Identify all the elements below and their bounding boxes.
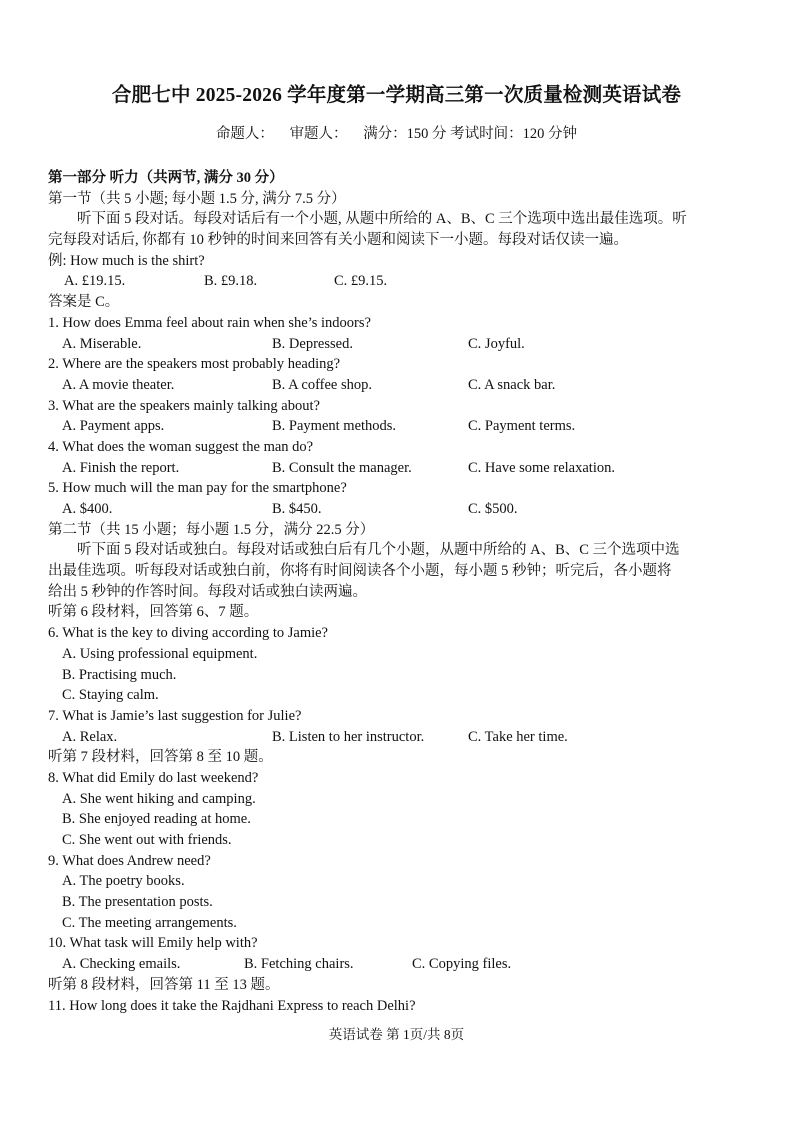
option-c: C. A snack bar.: [468, 376, 556, 393]
section2-instructions: 听下面 5 段对话或独白。每段对话或独白后有几个小题，从题中所给的 A、B、C 三个选项中选: [77, 542, 680, 559]
option-a: A. Miserable.: [62, 335, 142, 352]
section1-instructions-cont: 完每段对话后, 你都有 10 秒钟的时间来回答有关小题和阅读下一小题。每段对话仅读一遍。: [48, 232, 628, 249]
question: 3. What are the speakers mainly talking about?: [48, 397, 320, 414]
question-8-option-c: C. She went out with friends.: [62, 832, 232, 848]
question: 1. How does Emma feel about rain when she’s indoors?: [48, 314, 371, 331]
setter-label: 命题人：: [215, 126, 274, 142]
option-c: C. Have some relaxation.: [468, 459, 615, 476]
example-options: [48, 271, 748, 292]
question-10: 10. What task will Emily help with?: [48, 935, 258, 952]
page-footer: 英语试卷 第 1页/共 8页: [328, 1027, 465, 1042]
question-10-options: [48, 954, 748, 975]
option-b: B. Consult the manager.: [272, 459, 412, 476]
question: 4. What does the woman suggest the man do?: [48, 438, 314, 455]
example-option-c: C. £9.15.: [334, 273, 388, 290]
option-c: C. Payment terms.: [468, 418, 576, 435]
option-c: C. Joyful.: [468, 335, 525, 352]
question-options: [48, 334, 748, 355]
option-b: B. Depressed.: [272, 335, 353, 352]
question-6-option-c: C. Staying calm.: [62, 687, 159, 704]
question-9-option-b: B. The presentation posts.: [62, 894, 213, 911]
exam-meta: [0, 122, 793, 143]
part1-heading: 第一部分 听力（共两节, 满分 30 分）: [48, 170, 284, 186]
section2-instructions-cont: 出最佳选项。听每段对话或独白前，你将有时间阅读各个小题，每小题 5 秒钟；听完后，各小题将: [48, 563, 672, 580]
question-9-option-a: A. The poetry books.: [62, 873, 185, 890]
option-b: B. $450.: [272, 501, 322, 517]
section1-heading: 第一节（共 5 小题; 每小题 1.5 分, 满分 7.5 分）: [48, 190, 346, 207]
question-7: 7. What is Jamie’s last suggestion for Julie?: [48, 707, 302, 724]
option-a: A. $400.: [62, 501, 113, 517]
question-8: 8. What did Emily do last weekend?: [48, 769, 259, 786]
reviewer-label: 审题人：: [289, 126, 348, 142]
option-a: A. A movie theater.: [62, 376, 175, 393]
material-6-intro: 听第 6 段材料，回答第 6、7 题。: [48, 604, 259, 621]
exam-title: 合肥七中 2025-2026 学年度第一学期高三第一次质量检测英语试卷: [111, 85, 682, 106]
question-9-option-c: C. The meeting arrangements.: [62, 914, 237, 931]
option-a: A. Payment apps.: [62, 418, 165, 435]
question-7-option-c: C. Take her time.: [468, 728, 568, 745]
question-10-option-a: A. Checking emails.: [62, 956, 181, 973]
question-7-option-b: B. Listen to her instructor.: [272, 728, 425, 745]
question-10-option-b: B. Fetching chairs.: [244, 956, 354, 973]
question-8-option-b: B. She enjoyed reading at home.: [62, 811, 251, 828]
question-6: 6. What is the key to diving according to Jamie?: [48, 625, 328, 642]
score-time: 满分：150 分 考试时间：120 分钟: [363, 126, 578, 142]
question-options: [48, 458, 748, 479]
option-c: C. $500.: [468, 501, 518, 517]
example-option-b: B. £9.18.: [204, 273, 258, 290]
question-8-option-a: A. She went hiking and camping.: [62, 790, 256, 807]
material-8-intro: 听第 8 段材料，回答第 11 至 13 题。: [48, 976, 280, 993]
question-6-option-a: A. Using professional equipment.: [62, 645, 258, 662]
option-b: B. Payment methods.: [272, 418, 397, 435]
question-options: [48, 375, 748, 396]
question-9: 9. What does Andrew need?: [48, 852, 211, 869]
question-7-option-a: A. Relax.: [62, 728, 118, 745]
section2-instructions-cont: 给出 5 秒钟的作答时间。每段对话或独白读两遍。: [48, 583, 367, 600]
option-b: B. A coffee shop.: [272, 376, 373, 393]
question: 2. Where are the speakers most probably heading?: [48, 356, 341, 373]
question: 5. How much will the man pay for the smartphone?: [48, 480, 347, 497]
exam-body: [48, 168, 748, 1016]
example-option-a: A. £19.15.: [64, 273, 126, 290]
question-options: [48, 499, 748, 520]
section2-heading: 第二节（共 15 小题；每小题 1.5 分，满分 22.5 分）: [48, 521, 375, 538]
question-10-option-c: C. Copying files.: [412, 956, 512, 973]
section1-instructions: 听下面 5 段对话。每段对话后有一个小题, 从题中所给的 A、B、C 三个选项中选出最佳选项。听: [77, 211, 687, 228]
example-answer: 答案是 C。: [48, 294, 120, 311]
section1-question-list: [48, 313, 748, 520]
material-7-intro: 听第 7 段材料，回答第 8 至 10 题。: [48, 749, 273, 766]
question-11: 11. How long does it take the Rajdhani Express to reach Delhi?: [48, 997, 416, 1014]
question-options: [48, 416, 748, 437]
example-question: 例: How much is the shirt?: [48, 252, 205, 269]
option-a: A. Finish the report.: [62, 459, 180, 476]
question-6-option-b: B. Practising much.: [62, 666, 177, 683]
question-7-options: [48, 727, 748, 748]
